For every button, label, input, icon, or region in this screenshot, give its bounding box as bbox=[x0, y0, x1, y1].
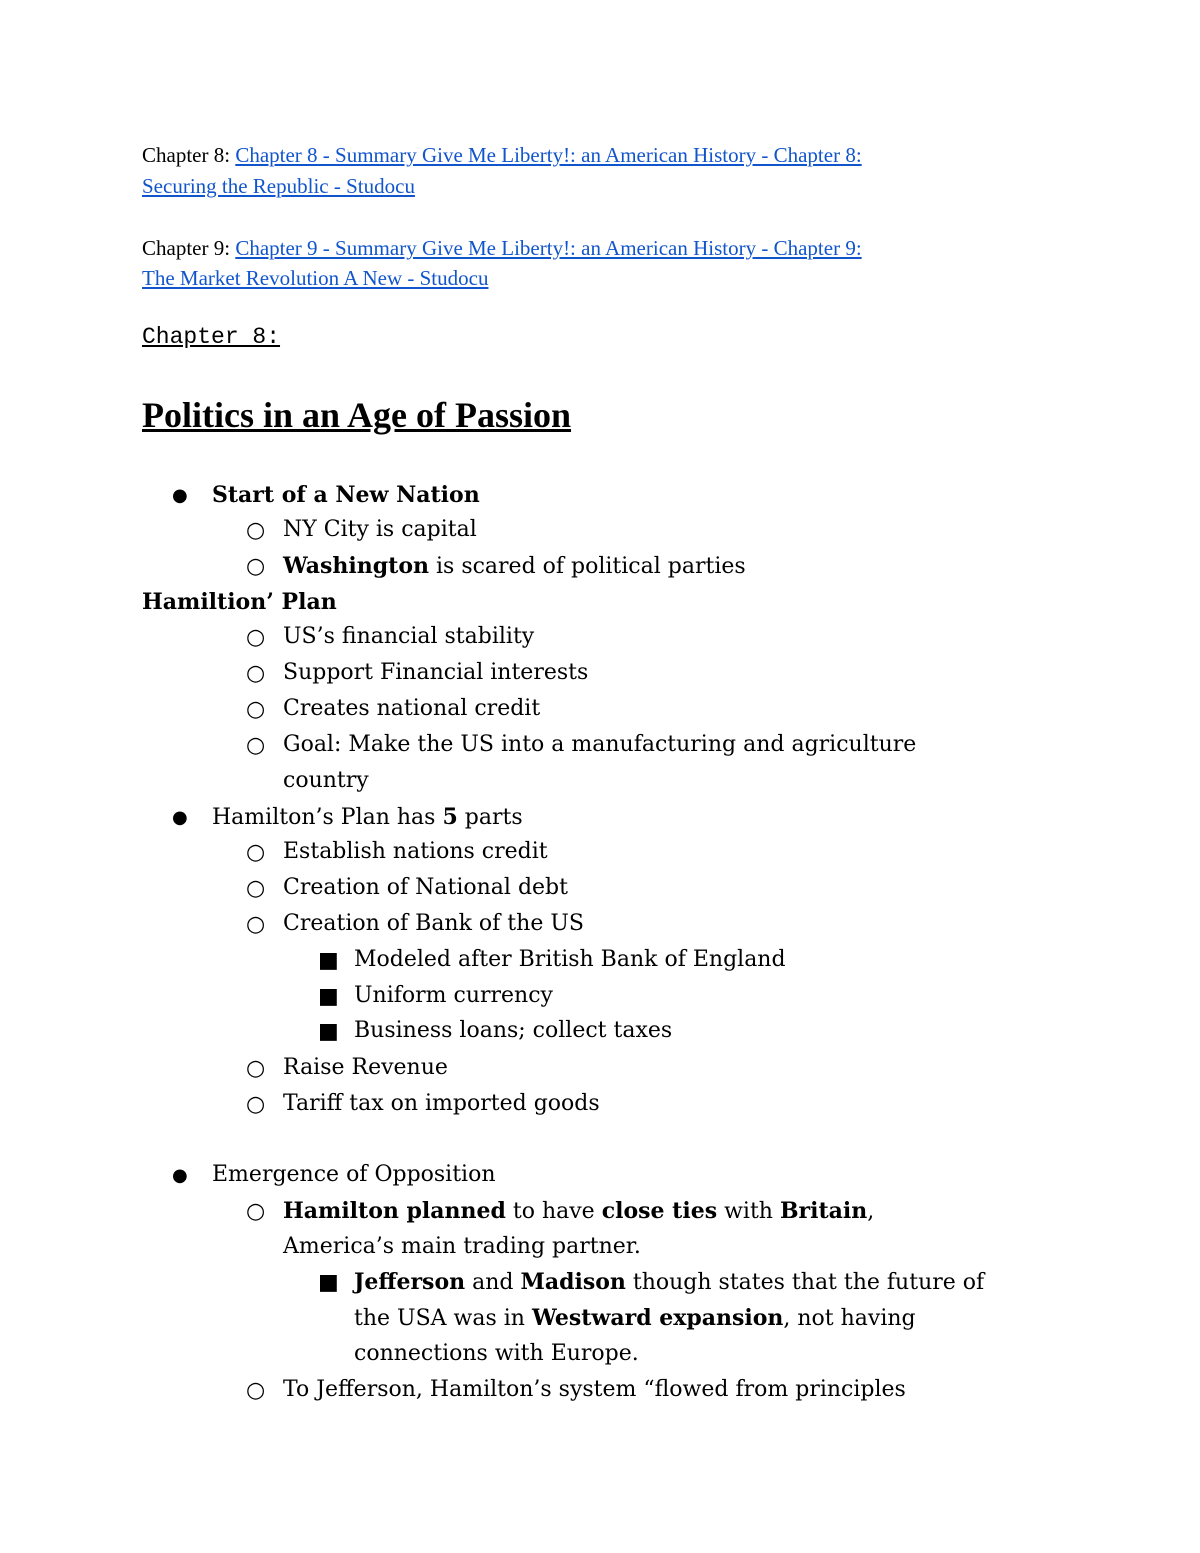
outline-item: US’s financial stability bbox=[283, 624, 535, 649]
circle-bullet-icon: ○ bbox=[246, 1378, 266, 1403]
outline-item: Start of a New Nation bbox=[212, 482, 480, 508]
outline-item: Business loans; collect taxes bbox=[354, 1018, 673, 1043]
outline-item-cont: country bbox=[283, 768, 369, 793]
outline-item-cont: the USA was in Westward expansion, not having bbox=[354, 1305, 916, 1331]
square-bullet-icon: ■ bbox=[318, 1019, 339, 1044]
square-bullet-icon: ■ bbox=[318, 1270, 339, 1295]
outline-item: Jefferson and Madison though states that the future of bbox=[354, 1269, 985, 1295]
outline-item: Washington is scared of political parties bbox=[283, 553, 746, 579]
outline-item: Emergence of Opposition bbox=[212, 1162, 496, 1187]
disc-bullet-icon: ● bbox=[172, 485, 188, 506]
chapter8-link-line2 bbox=[142, 171, 415, 202]
chapter8-link[interactable]: Chapter 8 - Summary Give Me Liberty!: an American History - Chapter 8: bbox=[235, 143, 862, 167]
chapter-label: Chapter 8: bbox=[142, 324, 281, 350]
outline-item: Uniform currency bbox=[354, 983, 553, 1008]
circle-bullet-icon: ○ bbox=[246, 840, 266, 865]
circle-bullet-icon: ○ bbox=[246, 1092, 266, 1117]
chapter9-link-cont[interactable]: The Market Revolution A New - Studocu bbox=[142, 266, 489, 290]
circle-bullet-icon: ○ bbox=[246, 625, 266, 650]
outline-item: Tariff tax on imported goods bbox=[283, 1091, 600, 1116]
chapter8-link-cont[interactable]: Securing the Republic - Studocu bbox=[142, 174, 415, 198]
circle-bullet-icon: ○ bbox=[246, 876, 266, 901]
outline-item-cont: connections with Europe. bbox=[354, 1341, 639, 1366]
chapter9-link[interactable]: Chapter 9 - Summary Give Me Liberty!: an American History - Chapter 9: bbox=[235, 236, 862, 260]
chapter9-link-prefix: Chapter 9: bbox=[142, 236, 236, 260]
circle-bullet-icon: ○ bbox=[246, 733, 266, 758]
outline-item: Hamilton planned to have close ties with Britain, bbox=[283, 1198, 875, 1224]
outline-item: Modeled after British Bank of England bbox=[354, 947, 786, 972]
circle-bullet-icon: ○ bbox=[246, 518, 266, 543]
square-bullet-icon: ■ bbox=[318, 948, 339, 973]
outline-item-cont: America’s main trading partner. bbox=[283, 1234, 641, 1259]
outline-item: Establish nations credit bbox=[283, 839, 548, 864]
page-title: Politics in an Age of Passion bbox=[142, 395, 572, 435]
disc-bullet-icon: ● bbox=[172, 807, 188, 828]
chapter9-link-line2 bbox=[142, 263, 488, 294]
outline-item: To Jefferson, Hamilton’s system “flowed from principles bbox=[283, 1377, 906, 1402]
circle-bullet-icon: ○ bbox=[246, 661, 266, 686]
circle-bullet-icon: ○ bbox=[246, 697, 266, 722]
circle-bullet-icon: ○ bbox=[246, 1199, 266, 1224]
circle-bullet-icon: ○ bbox=[246, 912, 266, 937]
section-heading: Hamiltion’ Plan bbox=[142, 589, 337, 615]
chapter8-link-prefix: Chapter 8: bbox=[142, 143, 236, 167]
chapter8-link-line bbox=[142, 140, 862, 171]
outline-item: Creation of National debt bbox=[283, 875, 568, 900]
circle-bullet-icon: ○ bbox=[246, 554, 266, 579]
chapter9-link-line bbox=[142, 233, 862, 264]
outline-item: Goal: Make the US into a manufacturing and agriculture bbox=[283, 732, 917, 757]
circle-bullet-icon: ○ bbox=[246, 1056, 266, 1081]
outline-item: NY City is capital bbox=[283, 517, 477, 542]
square-bullet-icon: ■ bbox=[318, 984, 339, 1009]
outline-item: Raise Revenue bbox=[283, 1055, 448, 1080]
outline-item: Hamilton’s Plan has 5 parts bbox=[212, 804, 523, 830]
outline-item: Creation of Bank of the US bbox=[283, 911, 584, 936]
outline-item: Creates national credit bbox=[283, 696, 541, 721]
disc-bullet-icon: ● bbox=[172, 1165, 188, 1186]
outline-item: Support Financial interests bbox=[283, 660, 589, 685]
